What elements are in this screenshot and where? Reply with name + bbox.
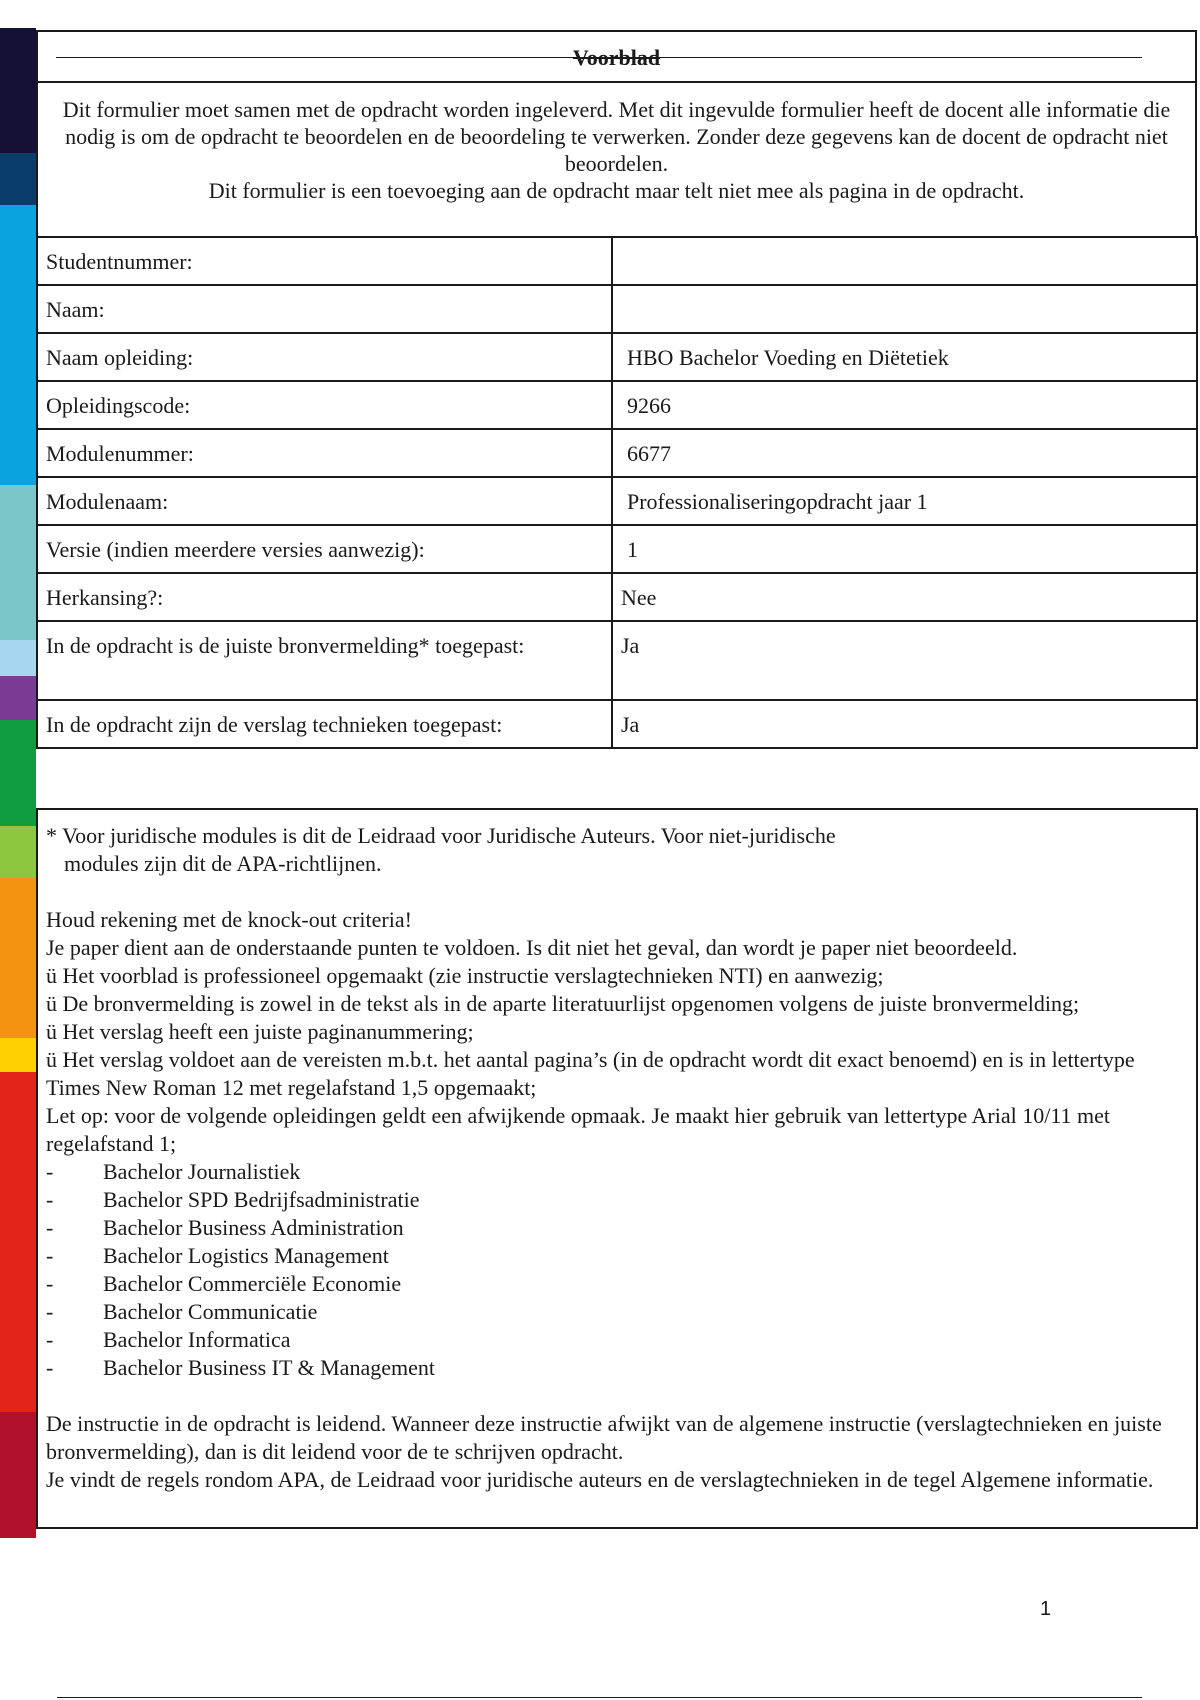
list-item bbox=[46, 1242, 1186, 1270]
program-item: Bachelor Informatica bbox=[103, 1327, 291, 1352]
program-item: Bachelor Journalistiek bbox=[103, 1159, 301, 1184]
list-bullet: - bbox=[46, 1187, 54, 1212]
list-item bbox=[46, 1214, 1186, 1242]
page-title: Voorblad bbox=[572, 45, 661, 70]
program-name-value: HBO Bachelor Voeding en Diëtetiek bbox=[612, 333, 1197, 381]
field-label: Opleidingscode: bbox=[37, 381, 612, 429]
field-label: Studentnummer: bbox=[37, 237, 612, 285]
field-label: Modulenaam: bbox=[37, 477, 612, 525]
program-code-value: 9266 bbox=[612, 381, 1197, 429]
module-name-value: Professionaliseringopdracht jaar 1 bbox=[612, 477, 1197, 525]
field-label: Naam: bbox=[37, 285, 612, 333]
table-row bbox=[37, 621, 1197, 700]
list-bullet: - bbox=[46, 1159, 54, 1184]
table-row bbox=[37, 573, 1197, 621]
field-label: In de opdracht zijn de verslag technieken toegepast: bbox=[37, 700, 612, 748]
program-item: Bachelor Business Administration bbox=[103, 1215, 404, 1240]
color-strip bbox=[0, 28, 36, 1538]
list-item bbox=[46, 1298, 1186, 1326]
resit-value: Nee bbox=[612, 573, 1197, 621]
check-item: ü De bronvermelding is zowel in de tekst als in de aparte literatuurlijst opgenomen volgens de juiste bronvermelding; bbox=[46, 991, 1080, 1016]
table-row bbox=[37, 333, 1197, 381]
table-row bbox=[37, 285, 1197, 333]
strip-segment bbox=[0, 1038, 36, 1072]
citation-value: Ja bbox=[612, 621, 1197, 700]
list-item bbox=[46, 1354, 1186, 1382]
table-row bbox=[37, 525, 1197, 573]
list-bullet: - bbox=[46, 1243, 54, 1268]
knockout-title: Houd rekening met de knock-out criteria! bbox=[46, 907, 412, 932]
program-item: Bachelor Communicatie bbox=[103, 1299, 318, 1324]
closing-text: De instructie in de opdracht is leidend. Wanneer deze instructie afwijkt van de algemene instructie (verslagtechnieken en juiste bronvermelding), dan is dit leidend voor de te schrijven opdracht. bbox=[46, 1411, 1162, 1464]
table-row bbox=[37, 700, 1197, 748]
intro-text bbox=[38, 83, 1195, 204]
table-row bbox=[37, 237, 1197, 285]
closing-text: Je vindt de regels rondom APA, de Leidraad voor juridische auteurs en de verslagtechnieken in de tegel Algemene informatie. bbox=[46, 1467, 1154, 1492]
field-label: Herkansing?: bbox=[37, 573, 612, 621]
page-number: 1 bbox=[1040, 1598, 1052, 1620]
footnote-text: * Voor juridische modules is dit de Leidraad voor Juridische Auteurs. Voor niet-juridische bbox=[46, 823, 836, 848]
name-field[interactable] bbox=[612, 285, 1197, 333]
list-bullet: - bbox=[46, 1299, 54, 1324]
module-number-value: 6677 bbox=[612, 429, 1197, 477]
report-techniques-value: Ja bbox=[612, 700, 1197, 748]
student-number-field[interactable] bbox=[612, 237, 1197, 285]
strip-segment bbox=[0, 878, 36, 1038]
table-row bbox=[37, 477, 1197, 525]
program-item: Bachelor Commerciële Economie bbox=[103, 1271, 402, 1296]
list-bullet: - bbox=[46, 1355, 54, 1380]
program-item: Bachelor Logistics Management bbox=[103, 1243, 389, 1268]
knockout-intro: Je paper dient aan de onderstaande punten te voldoen. Is dit niet het geval, dan wordt je paper niet beoordeeld. bbox=[46, 935, 1018, 960]
table-row bbox=[37, 429, 1197, 477]
version-value: 1 bbox=[612, 525, 1197, 573]
list-item bbox=[46, 1186, 1186, 1214]
check-item: ü Het verslag voldoet aan de vereisten m.b.t. het aantal pagina’s (in de opdracht wordt dit exact benoemd) en is in lettertype Times New Roman 12 met regelafstand 1,5 opgemaakt; bbox=[46, 1047, 1135, 1100]
strip-segment bbox=[0, 205, 36, 485]
intro-paragraph: Dit formulier moet samen met de opdracht worden ingeleverd. Met dit ingevulde formulier heeft de docent alle informatie die nodig is om de opdracht te beoordelen en de beoordeling te verwerken. Zonder deze gegevens kan de docent de opdracht niet beoordelen. bbox=[62, 97, 1171, 176]
check-item: ü Het verslag heeft een juiste paginanummering; bbox=[46, 1019, 474, 1044]
list-bullet: - bbox=[46, 1327, 54, 1352]
field-label: In de opdracht is de juiste bronvermelding* toegepast: bbox=[37, 621, 612, 700]
strip-segment bbox=[0, 153, 36, 205]
strip-segment bbox=[0, 676, 36, 720]
footnote-text: modules zijn dit de APA-richtlijnen. bbox=[64, 851, 382, 876]
program-item: Bachelor SPD Bedrijfsadministratie bbox=[103, 1187, 420, 1212]
notes-box bbox=[36, 808, 1198, 1529]
strip-segment bbox=[0, 826, 36, 878]
strip-segment bbox=[0, 485, 36, 640]
strip-segment bbox=[0, 1072, 36, 1412]
table-row bbox=[37, 381, 1197, 429]
list-item bbox=[46, 1270, 1186, 1298]
field-label: Modulenummer: bbox=[37, 429, 612, 477]
intro-paragraph: Dit formulier is een toevoeging aan de opdracht maar telt niet mee als pagina in de opdracht. bbox=[208, 178, 1025, 203]
program-item: Bachelor Business IT & Management bbox=[103, 1355, 435, 1380]
strip-segment bbox=[0, 28, 36, 153]
student-details-table bbox=[36, 236, 1198, 749]
field-label: Versie (indien meerdere versies aanwezig): bbox=[37, 525, 612, 573]
title-row bbox=[38, 32, 1195, 83]
strip-segment bbox=[0, 1412, 36, 1538]
footer-rule bbox=[57, 1697, 1142, 1698]
field-label: Naam opleiding: bbox=[37, 333, 612, 381]
cover-header bbox=[36, 30, 1197, 238]
list-bullet: - bbox=[46, 1271, 54, 1296]
list-bullet: - bbox=[46, 1215, 54, 1240]
list-item bbox=[46, 1158, 1186, 1186]
strip-segment bbox=[0, 720, 36, 826]
check-item: ü Het voorblad is professioneel opgemaakt (zie instructie verslagtechnieken NTI) en aanwezig; bbox=[46, 963, 884, 988]
list-item bbox=[46, 1326, 1186, 1354]
exception-note: Let op: voor de volgende opleidingen geldt een afwijkende opmaak. Je maakt hier gebruik van lettertype Arial 10/11 met regelafstand 1; bbox=[46, 1103, 1111, 1156]
strip-segment bbox=[0, 640, 36, 676]
